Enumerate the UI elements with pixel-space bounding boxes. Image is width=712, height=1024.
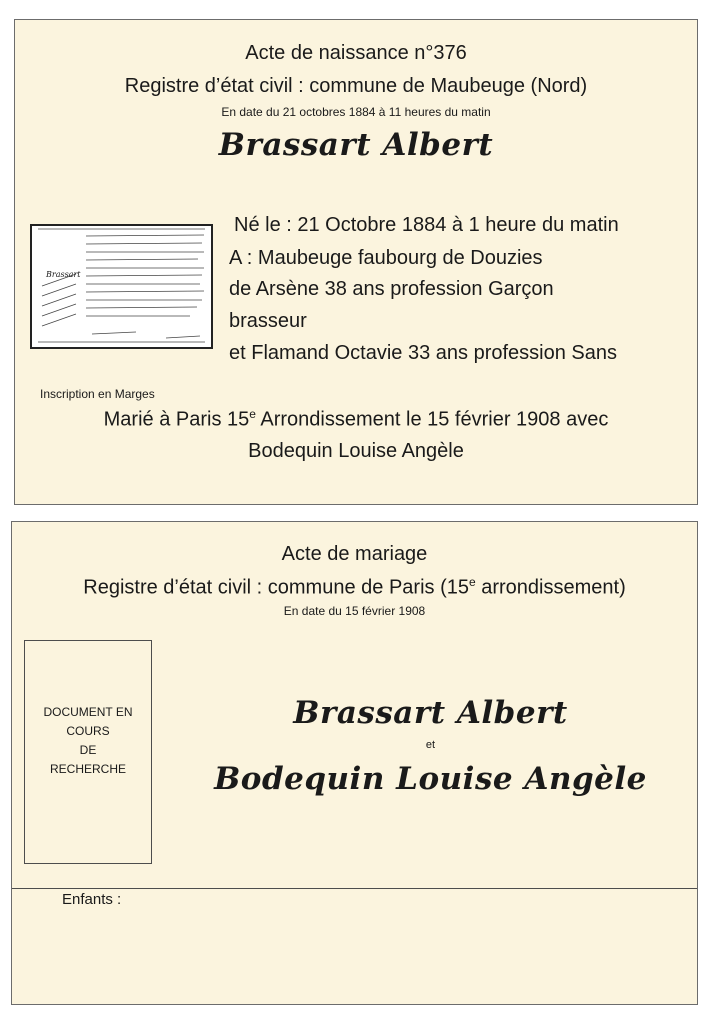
document-status-box [24,640,152,864]
marriage-note-pre: Marié à Paris 15 [103,408,250,431]
document-status-line: RECHERCHE [49,762,126,776]
marriage-note [15,407,697,432]
document-status-line: DOCUMENT EN [43,705,133,719]
marriage-registry [12,575,697,600]
birth-certificate-thumbnail [30,224,213,349]
marriage-note-line2: Bodequin Louise Angèle [248,440,464,462]
birth-detail-line: et Flamand Octavie 33 ans profession Sans [229,342,617,364]
marriage-registry-sup: e [468,575,476,589]
birth-detail-line: A : Maubeuge faubourg de Douzies [229,247,543,269]
birth-date-line: En date du 21 octobres 1884 à 11 heures du matin [221,105,491,119]
marriage-note-post: Arrondissement le 15 février 1908 avec [255,408,609,431]
marriage-record-card [11,521,698,1005]
bride-name: Bodequin Louise Angèle [214,761,647,797]
birth-name: Brassart Albert [218,127,494,163]
document-status-line: DE [79,743,97,757]
marriage-note-sup: e [249,407,256,421]
groom-name: Brassart Albert [293,695,568,731]
birth-detail-line: de Arsène 38 ans profession Garçon [229,278,554,300]
marges-label: Inscription en Marges [40,387,155,401]
marriage-date-line: En date du 15 février 1908 [283,604,426,618]
handwriting-scan-icon [32,226,211,347]
birth-detail-line: brasseur [229,310,307,332]
marriage-registry-pre: Registre d’état civil : commune de Paris (15 [83,576,469,599]
birth-record-card [14,19,698,505]
marriage-title: Acte de mariage [281,543,428,565]
divider [12,888,697,889]
thumbnail-label: Brassart [46,270,81,279]
document-status-line: COURS [66,724,110,738]
children-label: Enfants : [62,891,122,908]
birth-detail-line: Né le : 21 Octobre 1884 à 1 heure du matin [234,214,619,236]
connector-et: et [425,739,436,751]
birth-title: Acte de naissance n°376 [245,42,467,64]
birth-registry: Registre d’état civil : commune de Maubeuge (Nord) [124,75,588,97]
marriage-registry-post: arrondissement) [475,576,626,599]
